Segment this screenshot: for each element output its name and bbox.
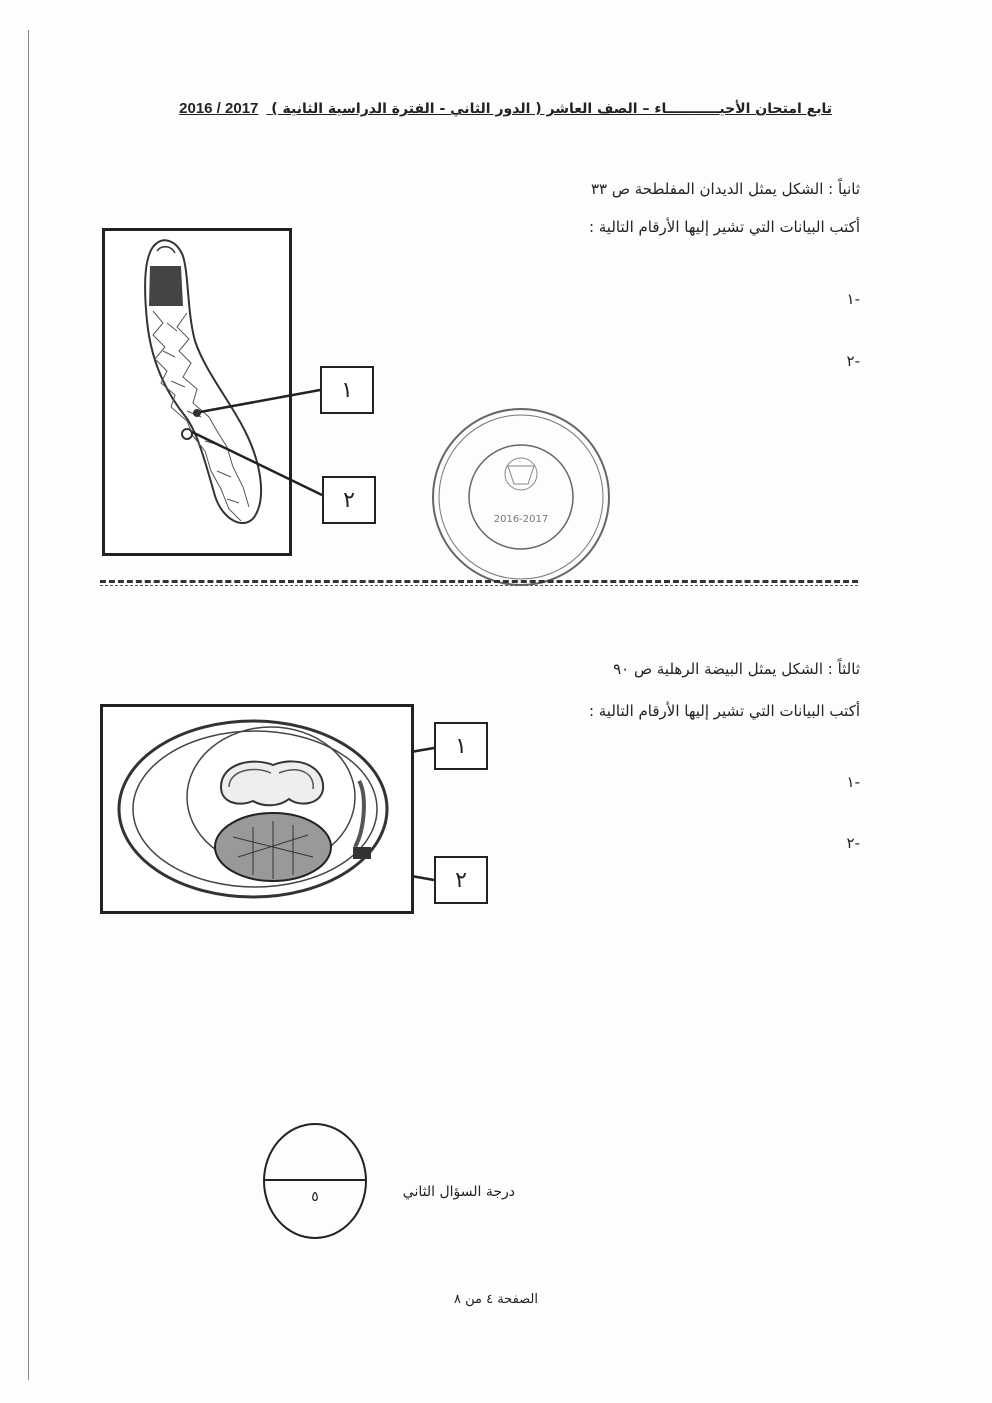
section-divider-secondary: [100, 585, 858, 586]
svg-text:2016-2017: 2016-2017: [493, 514, 549, 525]
question3-answer-2: -٢: [846, 834, 860, 852]
question3-instruction: أكتب البيانات التي تشير إليها الأرقام التالية :: [588, 702, 860, 720]
official-seal: [428, 404, 614, 590]
question2-answer-1: -١: [846, 290, 860, 308]
amniotic-egg-drawing: [103, 707, 411, 911]
question3-title: ثالثاً : الشكل يمثل البيضة الرهلية ص ٩٠: [613, 660, 860, 678]
q2-label-2: ٢: [322, 476, 376, 524]
grade-circle: [263, 1123, 367, 1239]
grade-label: درجة السؤال الثاني: [402, 1184, 515, 1200]
q3-label-1: ١: [434, 722, 488, 770]
question2-instruction: أكتب البيانات التي تشير إليها الأرقام التالية :: [588, 218, 860, 236]
q3-label-2: ٢: [434, 856, 488, 904]
page-number: الصفحة ٤ من ٨: [453, 1292, 538, 1307]
grade-divider: [265, 1179, 365, 1181]
question2-title: ثانياً : الشكل يمثل الديدان المفلطحة ص ٣٣: [590, 180, 860, 198]
grade-max: ٥: [311, 1189, 319, 1205]
exam-year: 2017 / 2016: [179, 100, 259, 117]
amniotic-egg-figure: [100, 704, 414, 914]
question2-answer-2: -٢: [846, 352, 860, 370]
q2-label-1: ١: [320, 366, 374, 414]
question3-answer-1: -١: [846, 773, 860, 791]
exam-title: تابع امتحان الأحيـــــــــــاء – الصف العاشر ( الدور الثاني - الفترة الدراسية الثانية ): [271, 101, 832, 117]
section-divider: [100, 580, 858, 583]
